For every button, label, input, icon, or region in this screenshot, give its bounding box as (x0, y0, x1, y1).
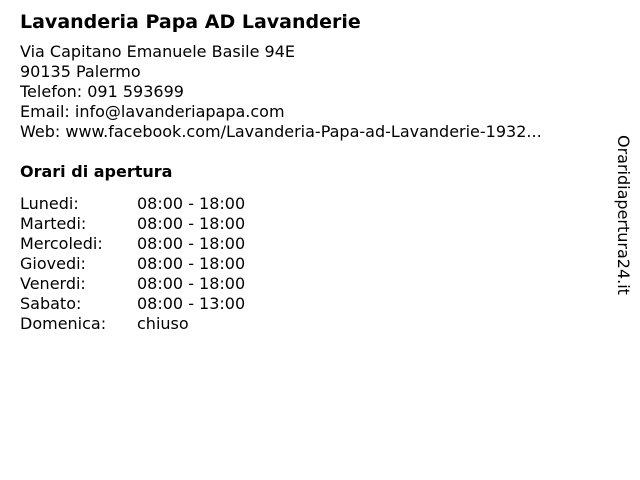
day-hours: 08:00 - 13:00 (137, 294, 246, 313)
day-label: Domenica: (20, 314, 107, 333)
hours-row-saturday (20, 294, 600, 314)
day-hours: 08:00 - 18:00 (137, 194, 246, 213)
day-label: Mercoledi: (20, 234, 103, 253)
day-hours: 08:00 - 18:00 (137, 214, 246, 233)
hours-row-monday (20, 194, 600, 214)
city-address: 90135 Palermo (20, 62, 141, 81)
day-label: Sabato: (20, 294, 82, 313)
day-label: Martedi: (20, 214, 87, 233)
day-hours: chiuso (137, 314, 189, 333)
hours-row-tuesday (20, 214, 600, 234)
phone-line: Telefon: 091 593699 (20, 82, 184, 101)
day-hours: 08:00 - 18:00 (137, 234, 246, 253)
opening-hours-table (20, 194, 600, 334)
business-name: Lavanderia Papa AD Lavanderie (20, 11, 361, 33)
day-label: Lunedi: (20, 194, 79, 213)
web-line: Web: www.facebook.com/Lavanderia-Papa-ad-Lavanderie-1932... (20, 122, 542, 141)
site-brand-watermark: Oraridiapertura24.it (614, 135, 633, 295)
street-address: Via Capitano Emanuele Basile 94E (20, 42, 296, 61)
opening-hours-heading: Orari di apertura (20, 162, 173, 181)
hours-row-sunday (20, 314, 600, 334)
hours-row-thursday (20, 254, 600, 274)
day-label: Giovedi: (20, 254, 86, 273)
hours-row-wednesday (20, 234, 600, 254)
day-hours: 08:00 - 18:00 (137, 254, 246, 273)
hours-row-friday (20, 274, 600, 294)
business-card (20, 10, 600, 334)
day-label: Venerdi: (20, 274, 86, 293)
email-line: Email: info@lavanderiapapa.com (20, 102, 285, 121)
day-hours: 08:00 - 18:00 (137, 274, 246, 293)
